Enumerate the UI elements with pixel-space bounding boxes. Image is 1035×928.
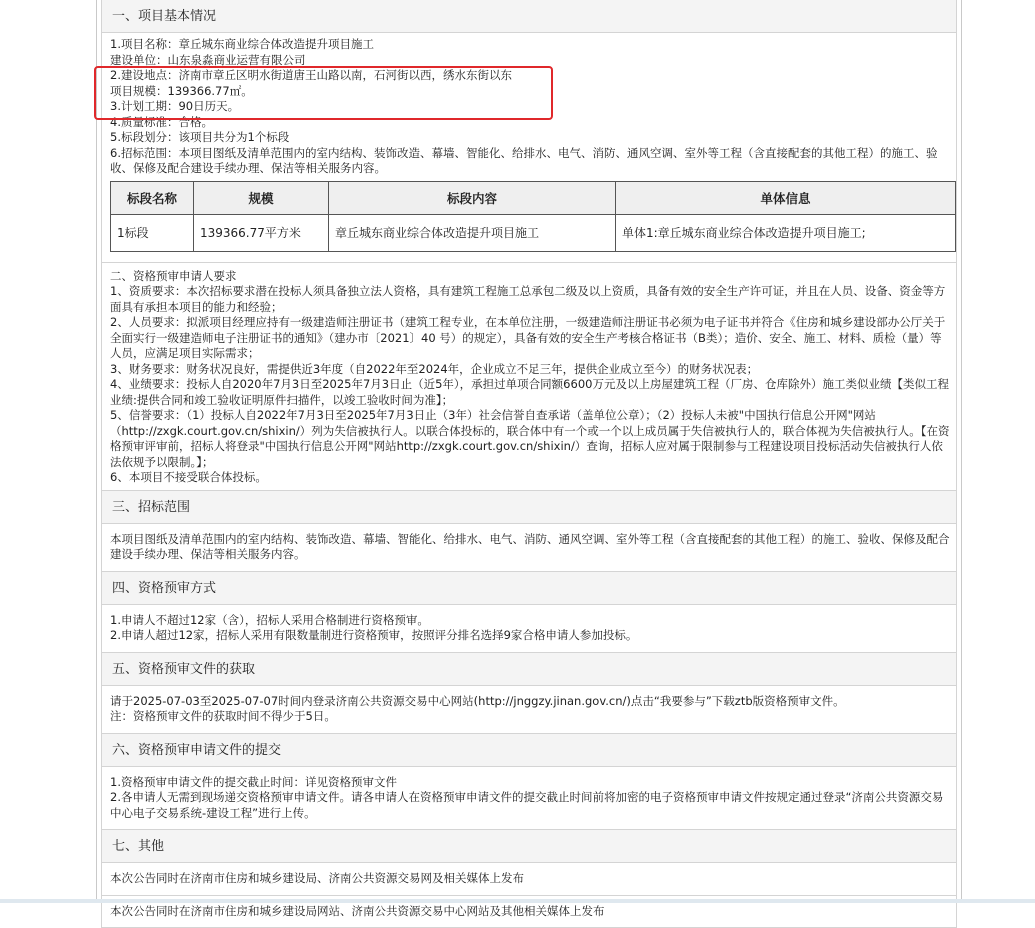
cell-content: 章丘城东商业综合体改造提升项目施工 xyxy=(329,214,616,251)
performance-req: 4、业绩要求：投标人自2020年7月3日至2025年7月3日止（近5年），承担过单项合同额6600万元及以上房屋建筑工程（厂房、仓库除外）施工类似业绩【类似工程业绩:提供合同和竣工验收证明原件扫描件，以竣工验收时间为准】； xyxy=(110,377,950,408)
section-3-title: 三、招标范围 xyxy=(101,491,957,524)
col-header-section-name: 标段名称 xyxy=(111,181,194,214)
section-5-title: 五、资格预审文件的获取 xyxy=(101,653,957,686)
obtain-note: 注：资格预审文件的获取时间不得少于5日。 xyxy=(110,709,950,725)
publish-line-2: 本次公告同时在济南市住房和城乡建设局网站、济南公共资源交易中心网站及其他相关媒体上发布 xyxy=(110,904,950,920)
section-6-title: 六、资格预审申请文件的提交 xyxy=(101,734,957,767)
quality-line: 4.质量标准：合格。 xyxy=(110,115,950,131)
table-header-row xyxy=(111,181,956,214)
cell-section-name: 1标段 xyxy=(111,214,194,251)
deadline-line: 1.资格预审申请文件的提交截止时间：详见资格预审文件 xyxy=(110,775,950,791)
qualification-req: 1、资质要求：本次招标要求潜在投标人须具备独立法人资格，具有建筑工程施工总承包二级及以上资质，具备有效的安全生产许可证，并且在人员、设备、资金等方面具有承担本项目的能力和经验； xyxy=(110,284,950,315)
scope-text: 本项目图纸及清单范围内的室内结构、装饰改造、幕墙、智能化、给排水、电气、消防、通风空调、室外等工程（含直接配套的其他工程）的施工、验收、保修及配合建设手续办理、保洁等相关服务内容。 xyxy=(110,532,950,563)
col-header-unit-info: 单体信息 xyxy=(616,181,956,214)
duration-line: 3.计划工期：90日历天。 xyxy=(110,99,950,115)
obtain-line: 请于2025-07-03至2025-07-07时间内登录济南公共资源交易中心网站(http://jnggzy.jinan.gov.cn/)点击“我要参与”下载ztb版资格预审文件。 xyxy=(110,694,950,710)
section-7-line-1 xyxy=(101,863,957,896)
section-7-title: 七、其他 xyxy=(101,830,957,863)
method-line-2: 2.申请人超过12家，招标人采用有限数量制进行资格预审，按照评分排名选择9家合格申请人参加投标。 xyxy=(110,628,950,644)
table-row xyxy=(111,214,956,251)
location-line: 2.建设地点：济南市章丘区明水街道唐王山路以南，石河街以西，绣水东街以东 xyxy=(110,68,950,84)
announcement-document xyxy=(96,0,962,899)
no-consortium-line: 6、本项目不接受联合体投标。 xyxy=(110,470,950,486)
section-2-title: 二、资格预审申请人要求 xyxy=(110,269,950,285)
scope-line: 6.招标范围：本项目图纸及清单范围内的室内结构、装饰改造、幕墙、智能化、给排水、电气、消防、通风空调、室外等工程（含直接配套的其他工程）的施工、验收、保修及配合建设手续办理、保洁等相关服务内容。 xyxy=(110,146,950,177)
bid-section-table xyxy=(110,181,956,252)
scale-line: 项目规模：139366.77㎡。 xyxy=(110,84,950,100)
col-header-content: 标段内容 xyxy=(329,181,616,214)
builder-line: 建设单位：山东泉淼商业运营有限公司 xyxy=(110,53,950,69)
section-1-body xyxy=(101,33,957,263)
submission-line: 2.各申请人无需到现场递交资格预审申请文件。请各申请人在资格预审申请文件的提交截止时间前将加密的电子资格预审申请文件按规定通过登录“济南公共资源交易中心电子交易系统-建设工程”进行上传。 xyxy=(110,790,950,821)
section-4-title: 四、资格预审方式 xyxy=(101,572,957,605)
cell-scale: 139366.77平方米 xyxy=(194,214,329,251)
section-6-body xyxy=(101,767,957,831)
cell-unit-info: 单体1:章丘城东商业综合体改造提升项目施工; xyxy=(616,214,956,251)
section-5-body xyxy=(101,686,957,734)
finance-req: 3、财务要求：财务状况良好，需提供近3年度（自2022年至2024年，企业成立不足三年，提供企业成立至今）的财务状况表； xyxy=(110,362,950,378)
credit-req: 5、信誉要求：（1）投标人自2022年7月3日至2025年7月3日止（3年）社会信誉自查承诺（盖单位公章）；（2）投标人未被"中国执行信息公开网"网站（http://zxgk.court.gov.cn/shixin/）列为失信被执行人。以联合体投标的，联合体中有一个或一个以上成员属于失信被执行人的，联合体视为失信被执行人。【在资格预审评审前，招标人将登录"中国执行信息公开网"网站http://zxgk.court.gov.cn/shixin/）查询，招标人应对属于限制参与工程建设项目投标活动失信被执行人依法依规予以限制。】； xyxy=(110,408,950,470)
personnel-req: 2、人员要求：拟派项目经理应持有一级建造师注册证书（建筑工程专业，在本单位注册，一级建造师注册证书必须为电子证书并符合《住房和城乡建设部办公厅关于全面实行一级建造师电子注册证书的通知》（建办市〔2021〕40 号）的规定），具备有效的安全生产考核合格证书（B类）；造价、安全、施工、材料、质检（量）等人员，应满足项目实际需求； xyxy=(110,315,950,362)
section-3-body xyxy=(101,524,957,572)
section-2-body xyxy=(101,263,957,491)
publish-line-1: 本次公告同时在济南市住房和城乡建设局、济南公共资源交易网及相关媒体上发布 xyxy=(110,871,950,887)
col-header-scale: 规模 xyxy=(194,181,329,214)
section-4-body xyxy=(101,605,957,653)
section-1-title: 一、项目基本情况 xyxy=(101,0,957,33)
project-name-line: 1.项目名称：章丘城东商业综合体改造提升项目施工 xyxy=(110,37,950,53)
section-division-line: 5.标段划分：该项目共分为1个标段 xyxy=(110,130,950,146)
method-line-1: 1.申请人不超过12家（含），招标人采用合格制进行资格预审。 xyxy=(110,613,950,629)
page-bottom-edge xyxy=(0,899,1035,903)
